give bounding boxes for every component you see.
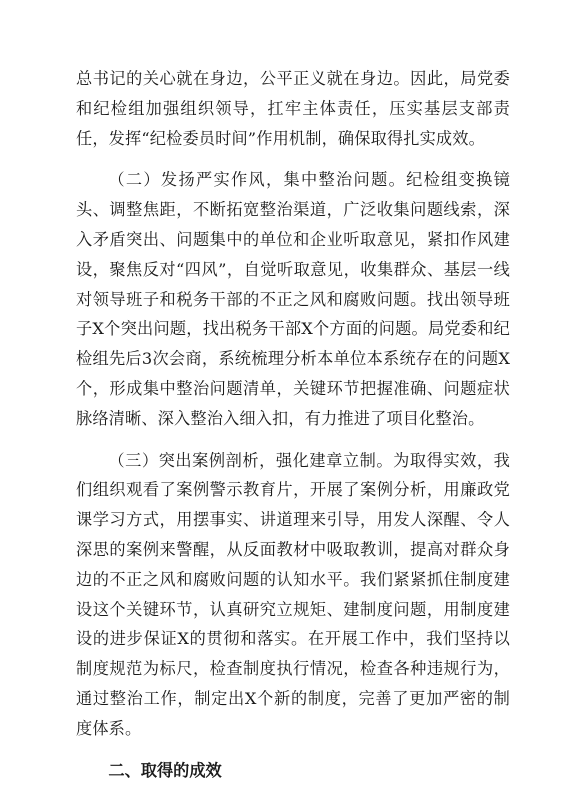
- document-page: [76, 64, 510, 785]
- paragraph-continuation: 总书记的关心就在身边，公平正义就在身边。因此，局党委和纪检组加强组织领导，扛牢主体责任，压实基层支部责任，发挥“纪检委员时间”作用机制，确保取得扎实成效。: [76, 69, 510, 148]
- paragraph-section-2: （二）发扬严实作风，集中整治问题。纪检组变换镜头、调整焦距，不断拓宽整治渠道，广泛收集问题线索，深入矛盾突出、问题集中的单位和企业听取意见，紧扣作风建设，聚焦反对“四风”，自觉听取意见，收集群众、基层一线对领导班子和税务干部的不正之风和腐败问题。找出领导班子X个突出问题，找出税务干部X个方面的问题。局党委和纪检组先后3次会商，系统梳理分析本单位本系统存在的问题X个，形成集中整治问题清单，关键环节把握准确、问题症状脉络清晰、深入整治入细入扣，有力推进了项目化整治。: [76, 170, 510, 428]
- section-heading-results: 二、取得的成效: [108, 760, 222, 780]
- paragraph-section-3: （三）突出案例剖析，强化建章立制。为取得实效，我们组织观看了案例警示教育片，开展了案例分析，用廉政党课学习方式，用摆事实、讲道理来引导，用发人深醒、令人深思的案例来警醒，从反面教材中吸取教训，提高对群众身边的不正之风和腐败问题的认知水平。我们紧紧抓住制度建设这个关键环节，认真研究立规矩、建制度问题，用制度建设的进步保证X的贯彻和落实。在开展工作中，我们坚持以制度规范为标尺，检查制度执行情况，检查各种违规行为，通过整治工作，制定出X个新的制度，完善了更加严密的制度体系。: [76, 450, 510, 738]
